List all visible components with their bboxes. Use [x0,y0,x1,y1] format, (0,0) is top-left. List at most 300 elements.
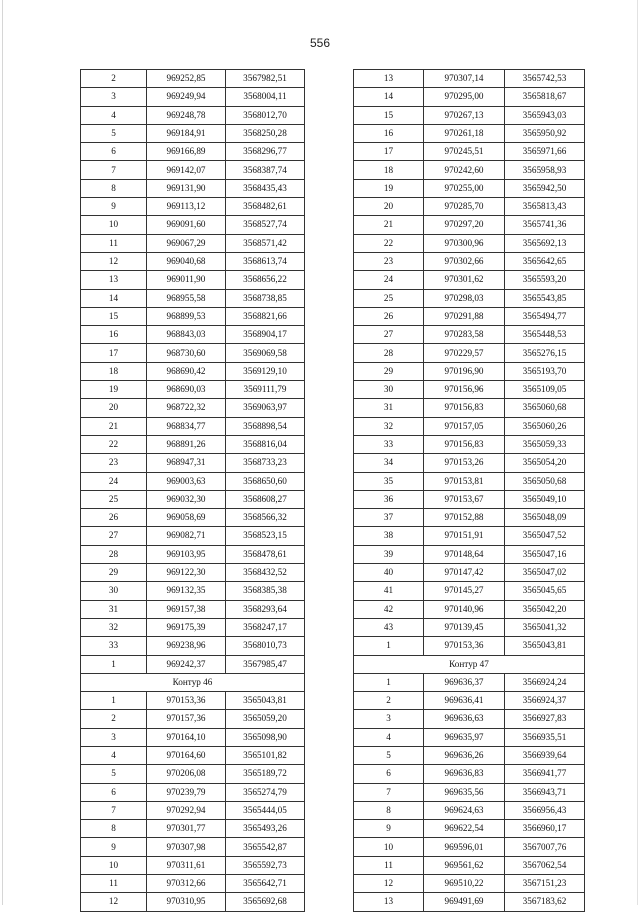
table-row [81,399,305,417]
table-row [81,454,305,472]
y-coordinate-cell: 3568613,74 [226,252,305,270]
x-coordinate-cell: 970301,62 [424,271,505,289]
y-coordinate-cell: 3565958,93 [505,161,585,179]
table-row [81,564,305,582]
table-row [81,271,305,289]
point-number-cell: 32 [81,618,147,636]
x-coordinate-cell: 970157,05 [424,417,505,435]
x-coordinate-cell: 969166,89 [147,143,226,161]
scan-edge-right [637,0,638,905]
y-coordinate-cell: 3565059,20 [226,710,305,728]
x-coordinate-cell: 969003,63 [147,472,226,490]
point-number-cell: 16 [354,124,424,142]
x-coordinate-cell: 968955,58 [147,289,226,307]
point-number-cell: 21 [81,417,147,435]
contour-heading: Контур 47 [354,655,585,673]
table-row [354,728,585,746]
y-coordinate-cell: 3565049,10 [505,490,585,508]
x-coordinate-cell: 969491,69 [424,893,505,911]
y-coordinate-cell: 3569111,79 [226,381,305,399]
x-coordinate-cell: 970283,58 [424,326,505,344]
table-row [81,252,305,270]
y-coordinate-cell: 3565047,16 [505,545,585,563]
table-row [81,490,305,508]
table-row [354,545,585,563]
x-coordinate-cell: 969157,38 [147,600,226,618]
point-number-cell: 4 [354,728,424,746]
y-coordinate-cell: 3566956,43 [505,801,585,819]
y-coordinate-cell: 3565059,33 [505,435,585,453]
point-number-cell: 1 [81,692,147,710]
table-row [81,545,305,563]
y-coordinate-cell: 3569129,10 [226,362,305,380]
table-row [354,362,585,380]
table-row [81,179,305,197]
y-coordinate-cell: 3568527,74 [226,216,305,234]
y-coordinate-cell: 3567062,54 [505,856,585,874]
table-row [354,271,585,289]
point-number-cell: 15 [81,307,147,325]
y-coordinate-cell: 3568435,43 [226,179,305,197]
x-coordinate-cell: 970145,27 [424,582,505,600]
point-number-cell: 28 [81,545,147,563]
table-row [354,746,585,764]
y-coordinate-cell: 3566939,64 [505,746,585,764]
scan-edge-left [2,0,3,905]
point-number-cell: 7 [81,801,147,819]
coordinates-table-right [353,69,585,912]
x-coordinate-cell: 969635,97 [424,728,505,746]
y-coordinate-cell: 3568738,85 [226,289,305,307]
x-coordinate-cell: 970267,13 [424,106,505,124]
y-coordinate-cell: 3568608,27 [226,490,305,508]
y-coordinate-cell: 3565045,65 [505,582,585,600]
x-coordinate-cell: 969184,91 [147,124,226,142]
y-coordinate-cell: 3565542,87 [226,838,305,856]
y-coordinate-cell: 3568385,38 [226,582,305,600]
contour-heading-row [81,673,305,691]
point-number-cell: 6 [354,765,424,783]
y-coordinate-cell: 3565101,82 [226,746,305,764]
point-number-cell: 22 [81,435,147,453]
y-coordinate-cell: 3565274,79 [226,783,305,801]
point-number-cell: 18 [354,161,424,179]
point-number-cell: 7 [354,783,424,801]
x-coordinate-cell: 968843,03 [147,326,226,344]
y-coordinate-cell: 3565047,02 [505,564,585,582]
y-coordinate-cell: 3566943,71 [505,783,585,801]
point-number-cell: 17 [81,344,147,362]
table-row [81,216,305,234]
table-row [354,527,585,545]
x-coordinate-cell: 970206,08 [147,765,226,783]
y-coordinate-cell: 3565043,81 [505,637,585,655]
x-coordinate-cell: 968947,31 [147,454,226,472]
table-row [354,234,585,252]
point-number-cell: 3 [354,710,424,728]
y-coordinate-cell: 3566927,83 [505,710,585,728]
point-number-cell: 20 [81,399,147,417]
table-row [354,435,585,453]
point-number-cell: 9 [81,838,147,856]
point-number-cell: 31 [81,600,147,618]
y-coordinate-cell: 3565109,05 [505,381,585,399]
x-coordinate-cell: 970312,66 [147,875,226,893]
table-row [81,124,305,142]
table-row [354,307,585,325]
x-coordinate-cell: 970291,88 [424,307,505,325]
x-coordinate-cell: 969040,68 [147,252,226,270]
table-row [354,381,585,399]
table-row [81,326,305,344]
y-coordinate-cell: 3565054,20 [505,454,585,472]
table-row [354,673,585,691]
y-coordinate-cell: 3565593,20 [505,271,585,289]
y-coordinate-cell: 3565818,67 [505,88,585,106]
point-number-cell: 41 [354,582,424,600]
x-coordinate-cell: 970153,67 [424,490,505,508]
x-coordinate-cell: 970153,81 [424,472,505,490]
x-coordinate-cell: 970156,96 [424,381,505,399]
y-coordinate-cell: 3568566,32 [226,509,305,527]
y-coordinate-cell: 3568004,11 [226,88,305,106]
table-row [354,490,585,508]
point-number-cell: 1 [354,673,424,691]
table-row [81,856,305,874]
point-number-cell: 31 [354,399,424,417]
table-row [81,289,305,307]
point-number-cell: 11 [81,234,147,252]
x-coordinate-cell: 969636,63 [424,710,505,728]
point-number-cell: 10 [354,838,424,856]
x-coordinate-cell: 969242,37 [147,655,226,673]
point-number-cell: 32 [354,417,424,435]
point-number-cell: 9 [81,198,147,216]
y-coordinate-cell: 3567183,62 [505,893,585,911]
table-row [81,161,305,179]
x-coordinate-cell: 968730,60 [147,344,226,362]
y-coordinate-cell: 3566924,37 [505,692,585,710]
point-number-cell: 30 [81,582,147,600]
point-number-cell: 6 [81,783,147,801]
y-coordinate-cell: 3565043,81 [226,692,305,710]
x-coordinate-cell: 969082,71 [147,527,226,545]
table-row [81,509,305,527]
y-coordinate-cell: 3565813,43 [505,198,585,216]
point-number-cell: 22 [354,234,424,252]
table-row [354,783,585,801]
point-number-cell: 25 [81,490,147,508]
y-coordinate-cell: 3568482,61 [226,198,305,216]
table-row [81,70,305,88]
point-number-cell: 13 [354,893,424,911]
table-row [81,435,305,453]
y-coordinate-cell: 3568816,04 [226,435,305,453]
y-coordinate-cell: 3569063,97 [226,399,305,417]
table-row [81,692,305,710]
page-number: 556 [309,36,331,50]
point-number-cell: 40 [354,564,424,582]
y-coordinate-cell: 3568012,70 [226,106,305,124]
x-coordinate-cell: 969103,95 [147,545,226,563]
table-row [354,564,585,582]
y-coordinate-cell: 3565276,15 [505,344,585,362]
x-coordinate-cell: 970292,94 [147,801,226,819]
table-row [81,838,305,856]
point-number-cell: 10 [81,216,147,234]
point-number-cell: 15 [354,106,424,124]
point-number-cell: 8 [81,820,147,838]
point-number-cell: 43 [354,618,424,636]
table-row [354,875,585,893]
y-coordinate-cell: 3565592,73 [226,856,305,874]
y-coordinate-cell: 3565050,68 [505,472,585,490]
y-coordinate-cell: 3567151,23 [505,875,585,893]
x-coordinate-cell: 970307,98 [147,838,226,856]
point-number-cell: 12 [354,875,424,893]
y-coordinate-cell: 3565692,13 [505,234,585,252]
contour-heading-row [354,655,585,673]
y-coordinate-cell: 3565642,65 [505,252,585,270]
table-row [354,88,585,106]
x-coordinate-cell: 969624,63 [424,801,505,819]
table-row [81,344,305,362]
x-coordinate-cell: 969132,35 [147,582,226,600]
point-number-cell: 28 [354,344,424,362]
table-row [354,143,585,161]
point-number-cell: 4 [81,746,147,764]
x-coordinate-cell: 968722,32 [147,399,226,417]
x-coordinate-cell: 969238,96 [147,637,226,655]
table-row [354,509,585,527]
x-coordinate-cell: 970239,79 [147,783,226,801]
table-row [81,618,305,636]
point-number-cell: 5 [81,765,147,783]
y-coordinate-cell: 3567985,47 [226,655,305,673]
point-number-cell: 5 [81,124,147,142]
point-number-cell: 7 [81,161,147,179]
x-coordinate-cell: 969561,62 [424,856,505,874]
x-coordinate-cell: 970285,70 [424,198,505,216]
x-coordinate-cell: 970153,26 [424,454,505,472]
x-coordinate-cell: 969636,37 [424,673,505,691]
point-number-cell: 13 [354,70,424,88]
table-row [81,381,305,399]
x-coordinate-cell: 970301,77 [147,820,226,838]
x-coordinate-cell: 970298,03 [424,289,505,307]
x-coordinate-cell: 970297,20 [424,216,505,234]
y-coordinate-cell: 3565060,68 [505,399,585,417]
point-number-cell: 2 [81,710,147,728]
x-coordinate-cell: 969252,85 [147,70,226,88]
x-coordinate-cell: 969091,60 [147,216,226,234]
x-coordinate-cell: 970302,66 [424,252,505,270]
x-coordinate-cell: 969175,39 [147,618,226,636]
table-row [81,417,305,435]
y-coordinate-cell: 3568733,23 [226,454,305,472]
x-coordinate-cell: 970255,00 [424,179,505,197]
point-number-cell: 23 [354,252,424,270]
table-row [81,143,305,161]
point-number-cell: 1 [354,637,424,655]
point-number-cell: 26 [81,509,147,527]
y-coordinate-cell: 3568523,15 [226,527,305,545]
point-number-cell: 2 [81,70,147,88]
table-row [81,307,305,325]
x-coordinate-cell: 968690,03 [147,381,226,399]
x-coordinate-cell: 970156,83 [424,399,505,417]
y-coordinate-cell: 3565193,70 [505,362,585,380]
table-row [81,88,305,106]
y-coordinate-cell: 3567982,51 [226,70,305,88]
x-coordinate-cell: 970245,51 [424,143,505,161]
point-number-cell: 10 [81,856,147,874]
x-coordinate-cell: 969113,12 [147,198,226,216]
table-row [354,344,585,362]
table-row [81,728,305,746]
point-number-cell: 3 [81,88,147,106]
y-coordinate-cell: 3565042,20 [505,600,585,618]
point-number-cell: 16 [81,326,147,344]
y-coordinate-cell: 3568293,64 [226,600,305,618]
x-coordinate-cell: 970156,83 [424,435,505,453]
y-coordinate-cell: 3568247,17 [226,618,305,636]
coordinates-table-left [80,69,305,912]
table-row [354,838,585,856]
table-row [354,582,585,600]
x-coordinate-cell: 969635,56 [424,783,505,801]
point-number-cell: 3 [81,728,147,746]
table-row [354,856,585,874]
table-row [354,710,585,728]
table-row [354,765,585,783]
y-coordinate-cell: 3568010,73 [226,637,305,655]
y-coordinate-cell: 3568904,17 [226,326,305,344]
point-number-cell: 38 [354,527,424,545]
x-coordinate-cell: 969636,41 [424,692,505,710]
x-coordinate-cell: 970151,91 [424,527,505,545]
table-row [354,106,585,124]
table-row [81,582,305,600]
y-coordinate-cell: 3569069,58 [226,344,305,362]
y-coordinate-cell: 3568478,61 [226,545,305,563]
table-row [354,417,585,435]
x-coordinate-cell: 969131,90 [147,179,226,197]
y-coordinate-cell: 3565098,90 [226,728,305,746]
x-coordinate-cell: 970196,90 [424,362,505,380]
table-row [354,198,585,216]
y-coordinate-cell: 3568296,77 [226,143,305,161]
point-number-cell: 29 [354,362,424,380]
x-coordinate-cell: 970164,10 [147,728,226,746]
x-coordinate-cell: 969058,69 [147,509,226,527]
point-number-cell: 23 [81,454,147,472]
y-coordinate-cell: 3565493,26 [226,820,305,838]
x-coordinate-cell: 970164,60 [147,746,226,764]
y-coordinate-cell: 3565543,85 [505,289,585,307]
table-row [354,618,585,636]
x-coordinate-cell: 969067,29 [147,234,226,252]
y-coordinate-cell: 3568821,66 [226,307,305,325]
y-coordinate-cell: 3565971,66 [505,143,585,161]
point-number-cell: 6 [81,143,147,161]
table-row [354,216,585,234]
y-coordinate-cell: 3565448,53 [505,326,585,344]
point-number-cell: 11 [81,875,147,893]
point-number-cell: 24 [354,271,424,289]
table-row [354,179,585,197]
point-number-cell: 25 [354,289,424,307]
y-coordinate-cell: 3565942,50 [505,179,585,197]
y-coordinate-cell: 3565642,71 [226,875,305,893]
table-row [354,289,585,307]
point-number-cell: 24 [81,472,147,490]
x-coordinate-cell: 969122,30 [147,564,226,582]
x-coordinate-cell: 969142,07 [147,161,226,179]
y-coordinate-cell: 3568650,60 [226,472,305,490]
point-number-cell: 8 [354,801,424,819]
point-number-cell: 14 [81,289,147,307]
table-row [81,875,305,893]
table-row [354,161,585,179]
x-coordinate-cell: 969249,94 [147,88,226,106]
point-number-cell: 9 [354,820,424,838]
y-coordinate-cell: 3566935,51 [505,728,585,746]
point-number-cell: 39 [354,545,424,563]
table-row [81,234,305,252]
table-row [81,783,305,801]
point-number-cell: 17 [354,143,424,161]
point-number-cell: 33 [354,435,424,453]
x-coordinate-cell: 970307,14 [424,70,505,88]
table-row [81,893,305,911]
point-number-cell: 11 [354,856,424,874]
point-number-cell: 33 [81,637,147,655]
point-number-cell: 37 [354,509,424,527]
x-coordinate-cell: 969596,01 [424,838,505,856]
x-coordinate-cell: 969636,83 [424,765,505,783]
y-coordinate-cell: 3568898,54 [226,417,305,435]
point-number-cell: 21 [354,216,424,234]
y-coordinate-cell: 3565047,52 [505,527,585,545]
y-coordinate-cell: 3568571,42 [226,234,305,252]
x-coordinate-cell: 970148,64 [424,545,505,563]
table-row [81,362,305,380]
point-number-cell: 12 [81,252,147,270]
x-coordinate-cell: 970300,96 [424,234,505,252]
x-coordinate-cell: 970242,60 [424,161,505,179]
y-coordinate-cell: 3565742,53 [505,70,585,88]
y-coordinate-cell: 3565060,26 [505,417,585,435]
point-number-cell: 4 [81,106,147,124]
x-coordinate-cell: 970311,61 [147,856,226,874]
point-number-cell: 35 [354,472,424,490]
point-number-cell: 18 [81,362,147,380]
y-coordinate-cell: 3567007,76 [505,838,585,856]
y-coordinate-cell: 3565189,72 [226,765,305,783]
table-row [354,326,585,344]
table-row [354,692,585,710]
y-coordinate-cell: 3568656,22 [226,271,305,289]
point-number-cell: 26 [354,307,424,325]
table-row [354,454,585,472]
point-number-cell: 42 [354,600,424,618]
point-number-cell: 5 [354,746,424,764]
x-coordinate-cell: 970157,36 [147,710,226,728]
y-coordinate-cell: 3566941,77 [505,765,585,783]
point-number-cell: 27 [354,326,424,344]
x-coordinate-cell: 970295,00 [424,88,505,106]
